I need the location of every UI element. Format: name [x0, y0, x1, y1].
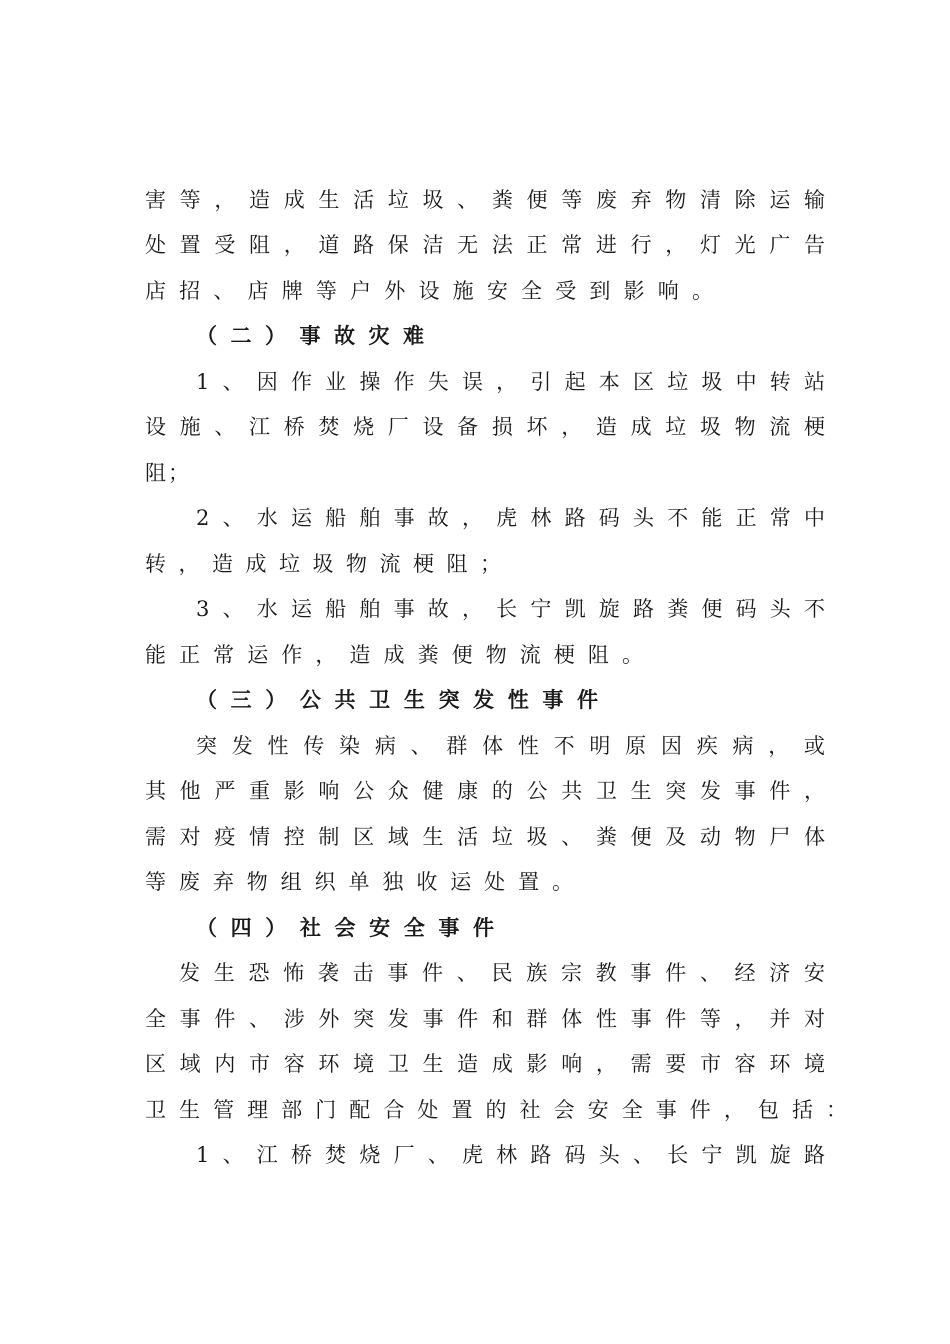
text-line	[0, 450, 950, 496]
text-line-content: 转，造成垃圾物流梗阻；	[145, 552, 514, 576]
section-heading	[0, 677, 950, 723]
section-heading	[0, 313, 950, 359]
section-heading	[0, 905, 950, 951]
text-line-content: 2、水运船舶事故，虎林路码头不能正常中	[196, 506, 839, 530]
text-line-content: 发生恐怖袭击事件、民族宗教事件、经济安	[179, 961, 839, 985]
text-line	[0, 268, 950, 314]
text-line	[0, 1087, 950, 1133]
text-line-content: 处置受阻，道路保洁无法正常进行，灯光广告	[145, 233, 839, 257]
text-line-content: 3、水运船舶事故，长宁凯旋路粪便码头不	[196, 597, 839, 621]
text-line	[0, 404, 950, 450]
text-line	[0, 495, 950, 541]
text-line	[0, 768, 950, 814]
text-line-content: 区域内市容环境卫生造成影响，需要市容环境	[145, 1052, 839, 1076]
text-line	[0, 996, 950, 1042]
text-line-content: 害等，造成生活垃圾、粪便等废弃物清除运输	[145, 188, 839, 212]
text-line-content: 等废弃物组织单独收运处置。	[145, 870, 586, 894]
text-line	[0, 814, 950, 860]
section-heading-text: （四）社会安全事件	[196, 916, 508, 940]
text-line	[0, 859, 950, 905]
text-line-content: 1、江桥焚烧厂、虎林路码头、长宁凯旋路	[196, 1143, 839, 1167]
text-line	[0, 222, 950, 268]
section-heading-text: （二）事故灾难	[196, 324, 438, 348]
text-line-content: 其他严重影响公众健康的公共卫生突发事件，	[145, 779, 839, 803]
text-line-content: 1、因作业操作失误，引起本区垃圾中转站	[196, 370, 839, 394]
text-line	[0, 723, 950, 769]
text-line	[0, 177, 950, 223]
text-line-content: 突发性传染病、群体性不明原因疾病，或	[196, 734, 840, 758]
text-line	[0, 950, 950, 996]
text-line	[0, 541, 950, 587]
text-line-content: 全事件、涉外突发事件和群体性事件等，并对	[145, 1007, 839, 1031]
text-line-content: 需对疫情控制区域生活垃圾、粪便及动物尸体	[145, 825, 839, 849]
text-line	[0, 586, 950, 632]
text-line	[0, 359, 950, 405]
text-line-content: 阻；	[145, 461, 191, 485]
text-line-content: 卫生管理部门配合处置的社会安全事件，包括：	[145, 1098, 861, 1122]
text-line-content: 设施、江桥焚烧厂设备损坏，造成垃圾物流梗	[145, 415, 839, 439]
text-line-content: 店招、店牌等户外设施安全受到影响。	[145, 279, 727, 303]
text-line	[0, 632, 950, 678]
section-heading-text: （三）公共卫生突发性事件	[196, 688, 612, 712]
text-line	[0, 1132, 950, 1178]
text-line	[0, 1041, 950, 1087]
text-line-content: 能正常运作，造成粪便物流梗阻。	[145, 643, 657, 667]
